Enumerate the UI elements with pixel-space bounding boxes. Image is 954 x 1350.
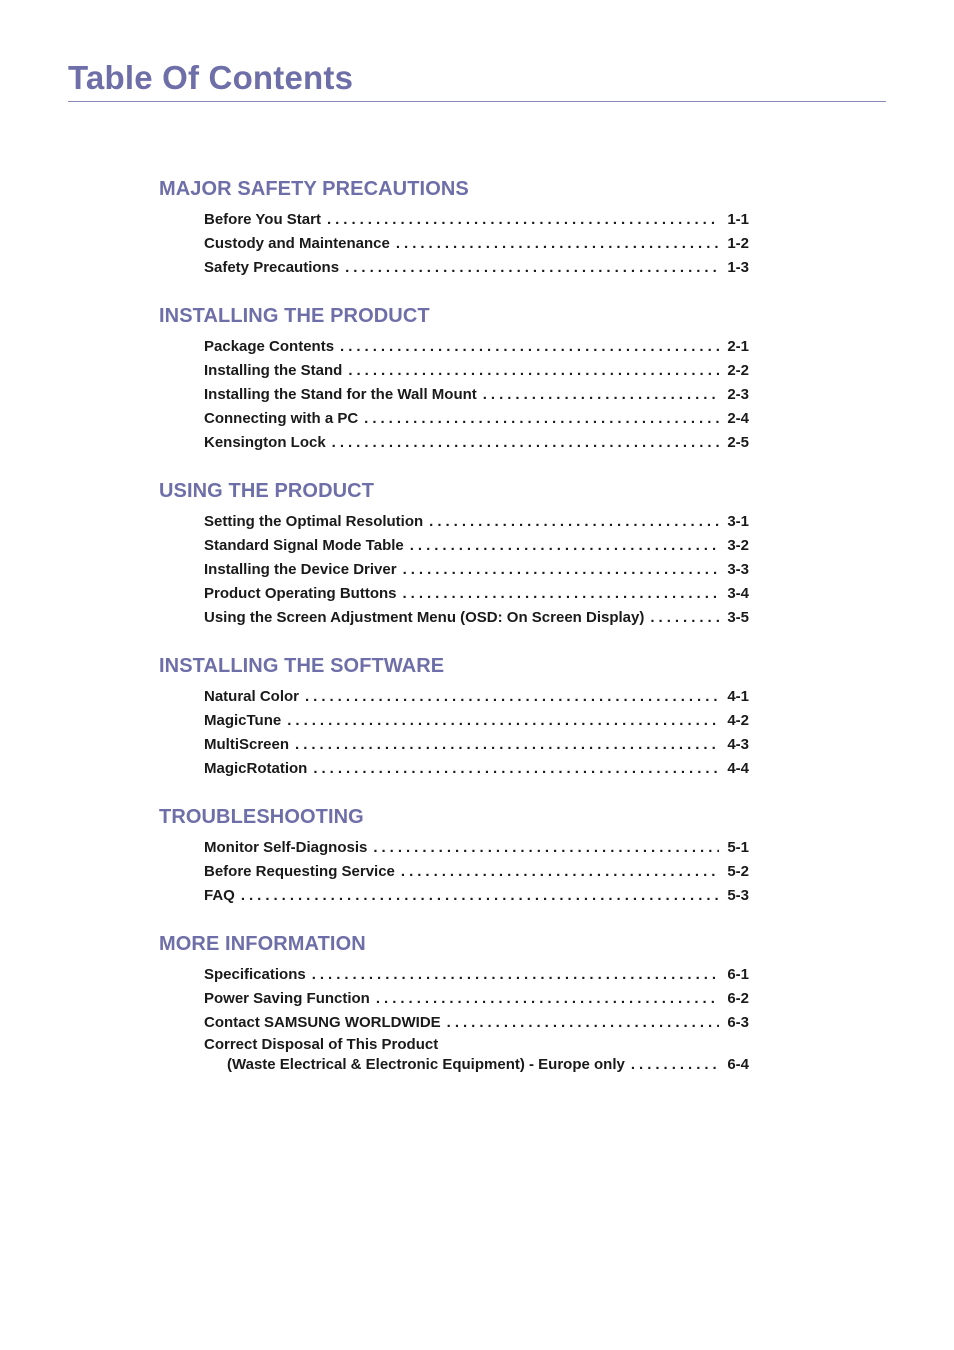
entry-page-number: 3-5 [727,609,749,626]
entry-second-line [204,1054,749,1076]
dot-leader [305,685,719,709]
toc-entry[interactable] [204,836,749,860]
entry-page-number: 5-1 [727,839,749,856]
dot-leader [313,757,719,781]
title-divider [68,101,886,102]
section-heading[interactable]: MAJOR SAFETY PRECAUTIONS [159,178,469,200]
toc-entry-multiline[interactable] [204,1035,749,1076]
entry-label: Connecting with a PC [204,410,359,427]
toc-section-more-information [159,931,759,1076]
section-heading[interactable]: TROUBLESHOOTING [159,806,364,828]
toc-entry[interactable] [204,582,749,606]
entry-label: Using the Screen Adjustment Menu (OSD: On Screen Display) [204,609,645,626]
dot-leader [631,1054,719,1076]
entry-label: Monitor Self-Diagnosis [204,839,368,856]
entry-label: Natural Color [204,688,300,705]
entry-page-number: 2-4 [727,410,749,427]
entry-label: Specifications [204,966,306,983]
dot-leader [447,1011,720,1035]
entry-label: Before Requesting Service [204,863,395,880]
toc-entry[interactable] [204,685,749,709]
dot-leader [429,510,719,534]
dot-leader [376,987,719,1011]
entry-label: Setting the Optimal Resolution [204,513,424,530]
entry-page-number: 6-4 [727,1056,749,1073]
dot-leader [348,359,719,383]
section-heading[interactable]: INSTALLING THE SOFTWARE [159,655,445,677]
entry-page-number: 4-4 [727,760,749,777]
toc-entry[interactable] [204,208,749,232]
dot-leader [650,606,719,630]
entry-page-number: 1-3 [727,259,749,276]
toc-entry[interactable] [204,510,749,534]
section-heading[interactable]: USING THE PRODUCT [159,480,375,502]
toc-entry[interactable] [204,733,749,757]
entry-page-number: 4-3 [727,736,749,753]
entry-page-number: 3-4 [727,585,749,602]
toc-entry[interactable] [204,860,749,884]
dot-leader [396,232,719,256]
dot-leader [401,860,719,884]
entry-label: Package Contents [204,338,335,355]
entry-page-number: 6-1 [727,966,749,983]
entry-page-number: 4-2 [727,712,749,729]
section-heading[interactable]: INSTALLING THE PRODUCT [159,305,430,327]
entry-page-number: 6-3 [727,1014,749,1031]
dot-leader [340,335,719,359]
dot-leader [373,836,719,860]
entry-label: Standard Signal Mode Table [204,537,404,554]
toc-entry[interactable] [204,757,749,781]
entry-page-number: 2-2 [727,362,749,379]
toc-entry[interactable] [204,606,749,630]
toc-section-troubleshooting [159,804,759,908]
dot-leader [483,383,720,407]
toc-entry[interactable] [204,359,749,383]
entry-label: Installing the Stand for the Wall Mount [204,386,477,403]
dot-leader [364,407,719,431]
toc-entry[interactable] [204,335,749,359]
entry-page-number: 5-2 [727,863,749,880]
entry-label: FAQ [204,887,235,904]
toc-entry[interactable] [204,558,749,582]
toc-entry[interactable] [204,534,749,558]
section-heading[interactable]: MORE INFORMATION [159,933,366,955]
toc-entry[interactable] [204,987,749,1011]
dot-leader [241,884,719,908]
entry-page-number: 2-5 [727,434,749,451]
dot-leader [403,582,720,606]
entry-page-number: 5-3 [727,887,749,904]
entry-label: Product Operating Buttons [204,585,397,602]
entry-label-line2: (Waste Electrical & Electronic Equipment) - Europe only [227,1056,625,1073]
dot-leader [287,709,719,733]
entry-page-number: 1-2 [727,235,749,252]
entry-page-number: 3-3 [727,561,749,578]
entry-page-number: 1-1 [727,211,749,228]
page-title: Table Of Contents [68,59,354,96]
entry-page-number: 2-3 [727,386,749,403]
toc-entry[interactable] [204,232,749,256]
entry-label: Installing the Device Driver [204,561,397,578]
toc-section-safety [159,176,759,280]
entry-label: Power Saving Function [204,990,370,1007]
entry-label-line1: Correct Disposal of This Product [204,1036,439,1053]
entry-label: MagicRotation [204,760,308,777]
entry-label: MultiScreen [204,736,290,753]
toc-section-installing-software [159,653,759,781]
entry-label: Before You Start [204,211,321,228]
toc-entry[interactable] [204,256,749,280]
toc-entry[interactable] [204,709,749,733]
dot-leader [312,963,720,987]
dot-leader [295,733,719,757]
entry-page-number: 6-2 [727,990,749,1007]
entry-label: Contact SAMSUNG WORLDWIDE [204,1014,441,1031]
dot-leader [403,558,720,582]
entry-label: Safety Precautions [204,259,340,276]
toc-entry[interactable] [204,383,749,407]
toc-entry[interactable] [204,963,749,987]
entry-label: Installing the Stand [204,362,343,379]
entry-page-number: 3-1 [727,513,749,530]
toc-entry[interactable] [204,431,749,455]
toc-entry[interactable] [204,407,749,431]
entry-label: Custody and Maintenance [204,235,390,252]
entry-page-number: 4-1 [727,688,749,705]
entry-label: Kensington Lock [204,434,326,451]
toc-entry[interactable] [204,1011,749,1035]
entry-page-number: 3-2 [727,537,749,554]
toc-entry[interactable] [204,884,749,908]
entry-label: MagicTune [204,712,282,729]
dot-leader [327,208,719,232]
toc-section-using-product [159,478,759,630]
table-of-contents [159,176,759,1099]
entry-page-number: 2-1 [727,338,749,355]
toc-section-installing-product [159,303,759,455]
dot-leader [410,534,720,558]
dot-leader [345,256,719,280]
dot-leader [332,431,720,455]
